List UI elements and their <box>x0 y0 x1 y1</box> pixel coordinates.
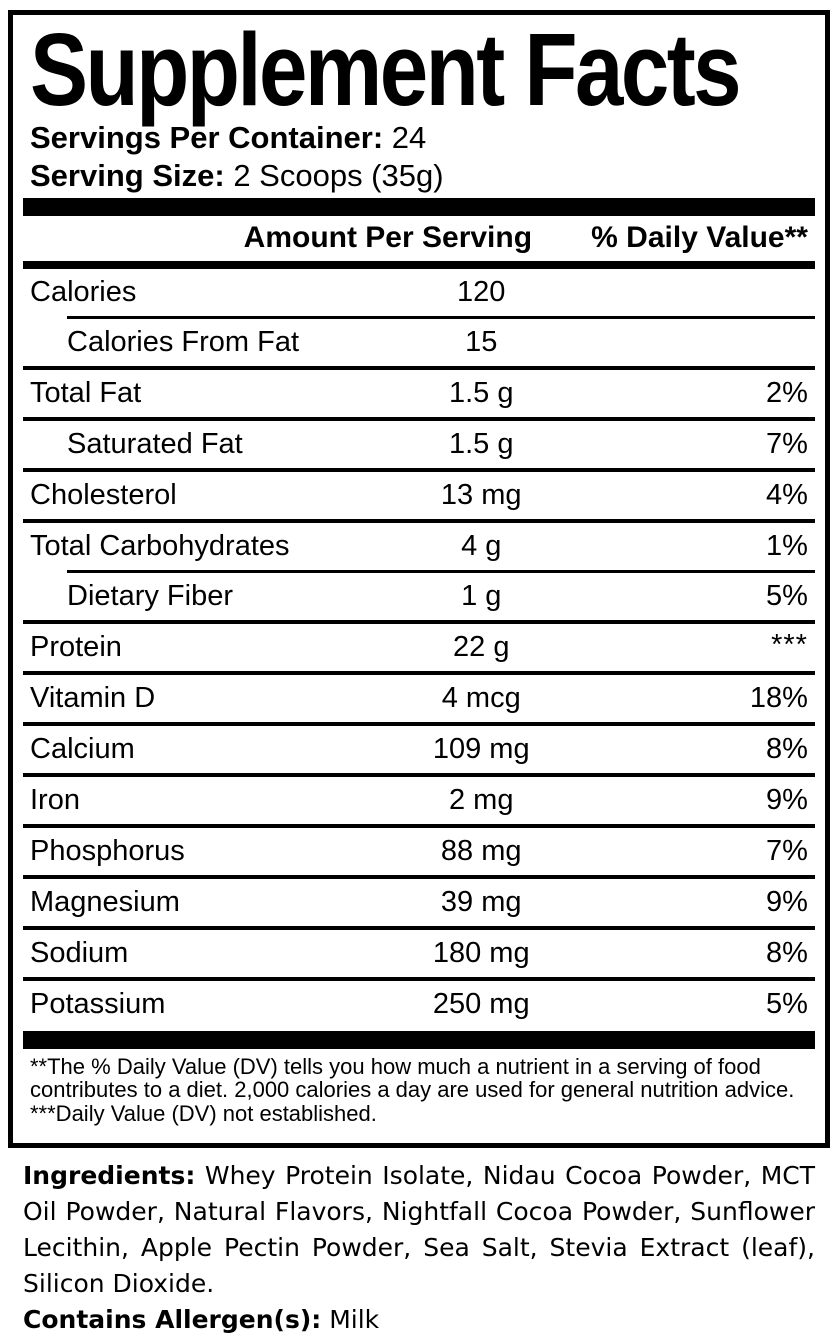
nutrient-label: Calcium <box>30 732 135 765</box>
nutrient-amount: 22 g <box>453 630 510 663</box>
divider-header-bottom <box>23 261 815 269</box>
table-row <box>23 523 815 570</box>
supplement-facts-panel <box>8 10 830 1148</box>
allergen-paragraph <box>23 1302 815 1338</box>
nutrient-daily-value: 8% <box>766 732 808 765</box>
table-row <box>23 981 815 1028</box>
nutrient-label: Phosphorus <box>30 834 185 867</box>
panel-title: Supplement Facts <box>30 12 740 127</box>
serving-size <box>30 157 815 195</box>
nutrient-label: Calories <box>30 275 137 308</box>
allergen-value: Milk <box>329 1305 380 1334</box>
nutrient-daily-value: 5% <box>766 579 808 612</box>
daily-value-footnote: **The % Daily Value (DV) tells you how much a nutrient in a serving of food contributes to a diet. 2,000 calories a day are used for general nutrition advice. <box>30 1053 795 1103</box>
ingredients-label: Ingredients: <box>23 1161 196 1190</box>
nutrient-label: Calories From Fat <box>67 325 300 358</box>
nutrient-amount: 4 g <box>461 529 502 562</box>
allergen-label: Contains Allergen(s): <box>23 1305 322 1334</box>
nutrient-amount: 120 <box>457 275 506 308</box>
nutrient-daily-value: 9% <box>766 885 808 918</box>
table-row <box>23 828 815 875</box>
nutrient-daily-value: *** <box>771 628 808 661</box>
nutrient-label: Protein <box>30 630 122 663</box>
table-row <box>23 319 815 366</box>
nutrient-label: Vitamin D <box>30 681 156 714</box>
nutrient-table <box>23 269 815 1028</box>
divider-thick-bottom <box>23 1031 815 1049</box>
nutrient-daily-value: 8% <box>766 936 808 969</box>
table-row <box>23 777 815 824</box>
divider-thick-top <box>23 198 815 216</box>
nutrient-amount: 180 mg <box>432 936 530 969</box>
servings-per-container-label: Servings Per Container: <box>30 119 384 155</box>
nutrient-daily-value: 1% <box>766 529 808 562</box>
nutrient-amount: 15 <box>465 325 498 358</box>
table-row <box>23 675 815 722</box>
table-row <box>23 269 815 316</box>
nutrient-label: Iron <box>30 783 80 816</box>
nutrient-amount: 39 mg <box>440 885 522 918</box>
nutrient-label: Dietary Fiber <box>67 579 233 612</box>
table-row <box>23 472 815 519</box>
table-row <box>23 573 815 620</box>
nutrient-label: Cholesterol <box>30 478 177 511</box>
nutrient-label: Potassium <box>30 987 166 1020</box>
table-row <box>23 624 815 671</box>
nutrient-amount: 2 mg <box>448 783 514 816</box>
table-row <box>23 726 815 773</box>
nutrient-daily-value: 18% <box>749 681 808 714</box>
nutrient-daily-value: 7% <box>766 427 808 460</box>
table-header-row <box>23 216 815 261</box>
serving-size-value: 2 Scoops (35g) <box>233 157 444 193</box>
nutrient-label: Total Carbohydrates <box>30 529 290 562</box>
nutrient-amount: 1.5 g <box>448 427 514 460</box>
nutrient-label: Total Fat <box>30 376 142 409</box>
not-established-footnote: ***Daily Value (DV) not established. <box>30 1100 377 1126</box>
nutrient-amount: 4 mcg <box>441 681 521 714</box>
nutrient-daily-value: 2% <box>766 376 808 409</box>
nutrient-amount: 88 mg <box>440 834 522 867</box>
nutrient-daily-value: 9% <box>766 783 808 816</box>
nutrient-daily-value: 5% <box>766 987 808 1020</box>
nutrient-label: Sodium <box>30 936 129 969</box>
nutrient-amount: 250 mg <box>432 987 530 1020</box>
serving-size-label: Serving Size: <box>30 157 225 193</box>
ingredients-section <box>23 1158 815 1338</box>
nutrient-amount: 1.5 g <box>448 376 514 409</box>
ingredients-value: Whey Protein Isolate, Nidau Cocoa Powder, MCT Oil Powder, Natural Flavors, Nightfall Cocoa Powder, Sunflower Lecithin, Apple Pectin Powder, Sea Salt, Stevia Extract (leaf), Silicon Dioxide. <box>23 1161 815 1298</box>
nutrient-daily-value: 7% <box>766 834 808 867</box>
table-row <box>23 879 815 926</box>
nutrient-amount: 13 mg <box>440 478 522 511</box>
nutrient-daily-value: 4% <box>766 478 808 511</box>
nutrient-label: Magnesium <box>30 885 180 918</box>
table-row <box>23 421 815 468</box>
ingredients-paragraph <box>23 1158 815 1302</box>
nutrient-label: Saturated Fat <box>67 427 243 460</box>
servings-per-container-value: 24 <box>391 119 427 155</box>
nutrient-amount: 1 g <box>461 579 502 612</box>
header-daily-value: % Daily Value** <box>591 221 808 255</box>
nutrient-amount: 109 mg <box>432 732 530 765</box>
table-row <box>23 930 815 977</box>
table-row <box>23 370 815 417</box>
header-amount-per-serving: Amount Per Serving <box>243 221 533 255</box>
